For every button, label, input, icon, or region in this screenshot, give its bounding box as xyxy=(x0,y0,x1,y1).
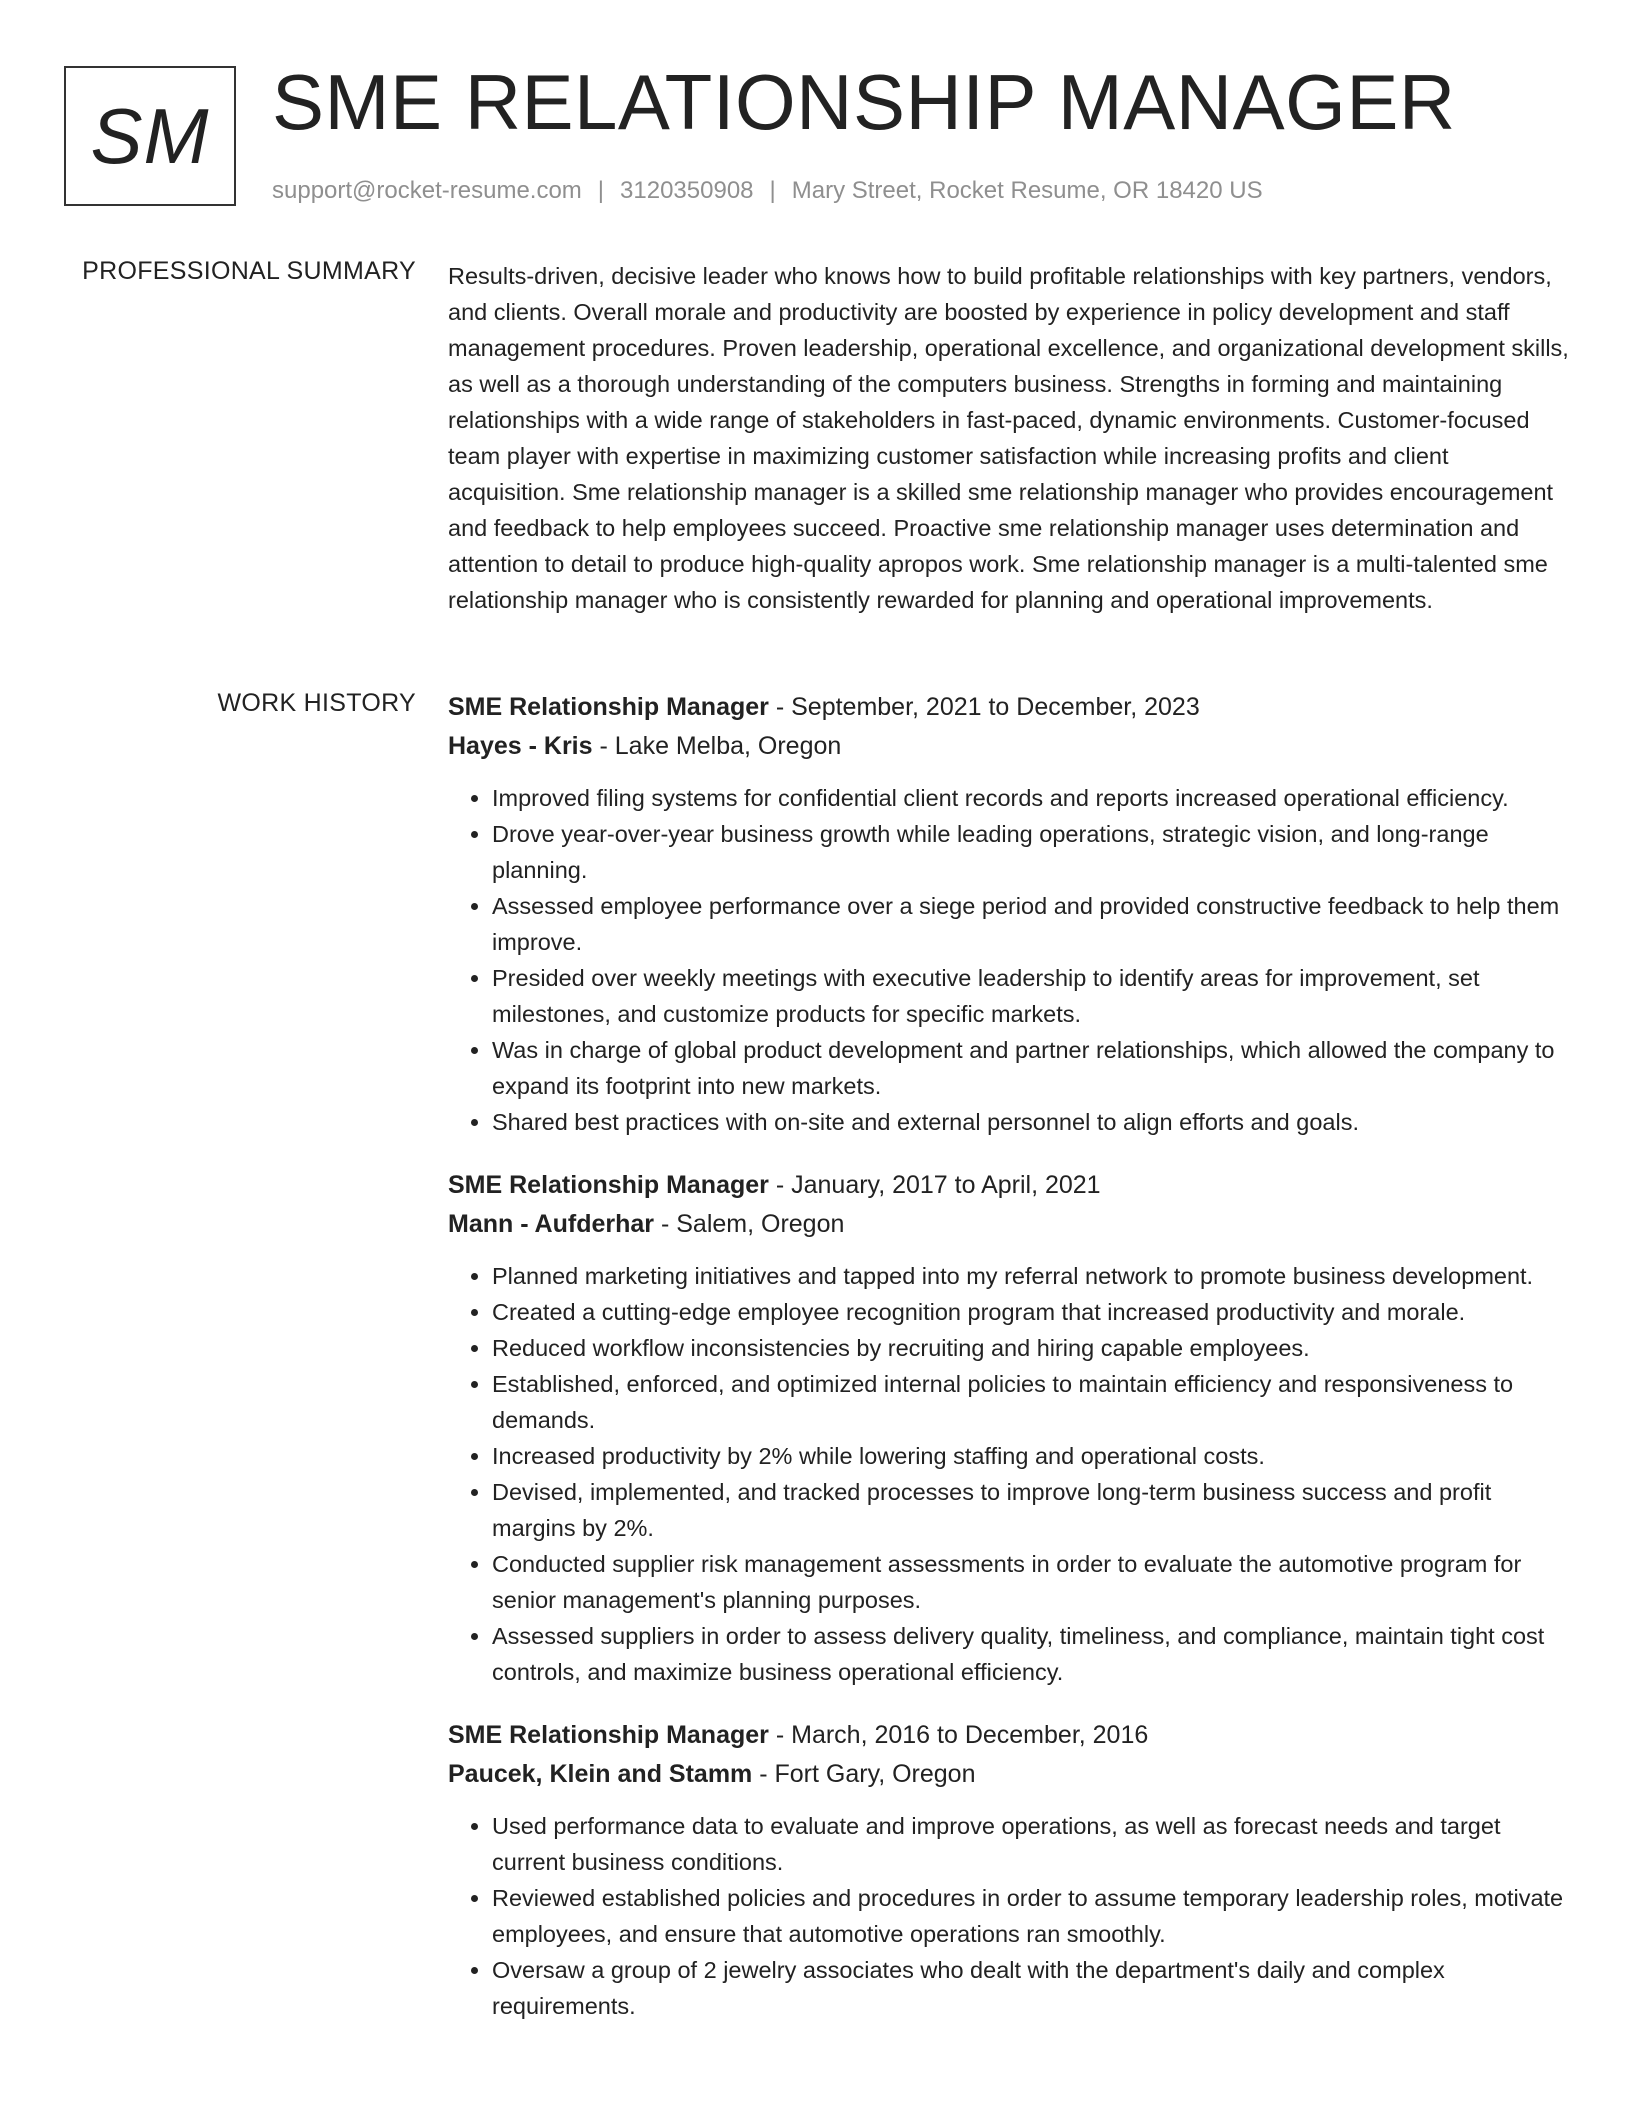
job-location: - Lake Melba, Oregon xyxy=(599,732,842,760)
contact-phone: 3120350908 xyxy=(620,177,754,204)
job-bullet: • Improved filing systems for confidential client records and reports increased operational efficiency. xyxy=(492,780,1570,816)
section-label-summary: PROFESSIONAL SUMMARY xyxy=(82,257,416,285)
job-bullet-list xyxy=(448,780,1570,1140)
job-bullet: • Conducted supplier risk management assessments in order to evaluate the automotive program for senior management's planning purposes. xyxy=(492,1546,1570,1618)
job-company-line xyxy=(448,727,1570,766)
job-bullet: • Assessed suppliers in order to assess delivery quality, timeliness, and compliance, maintain tight cost controls, and maximize business operational efficiency. xyxy=(492,1618,1570,1690)
contact-separator: | xyxy=(769,177,776,204)
job-bullet: • Shared best practices with on-site and external personnel to align efforts and goals. xyxy=(492,1104,1570,1140)
job-bullet: • Drove year-over-year business growth while leading operations, strategic vision, and long-range planning. xyxy=(492,816,1570,888)
job-bullet: • Presided over weekly meetings with executive leadership to identify areas for improvement, set milestones, and customize products for specific markets. xyxy=(492,960,1570,1032)
job-entry xyxy=(448,688,1570,1140)
section-label-work-history: WORK HISTORY xyxy=(217,689,416,717)
job-bullet: • Increased productivity by 2% while lowering staffing and operational costs. xyxy=(492,1438,1570,1474)
job-title-line xyxy=(448,1166,1570,1205)
job-title-line xyxy=(448,688,1570,727)
job-title: SME Relationship Manager xyxy=(448,1171,769,1199)
job-entry xyxy=(448,1716,1570,2024)
job-company: Paucek, Klein and Stamm xyxy=(448,1760,753,1788)
job-title-line xyxy=(448,1716,1570,1755)
job-bullet: • Devised, implemented, and tracked processes to improve long-term business success and profit margins by 2%. xyxy=(492,1474,1570,1546)
summary-section xyxy=(448,258,1570,618)
job-entry xyxy=(448,1166,1570,1690)
job-bullet: • Planned marketing initiatives and tapped into my referral network to promote business development. xyxy=(492,1258,1570,1294)
work-history-section xyxy=(448,688,1570,2050)
job-dates: - March, 2016 to December, 2016 xyxy=(775,1721,1149,1749)
job-company-line xyxy=(448,1205,1570,1244)
job-bullet: • Oversaw a group of 2 jewelry associates who dealt with the department's daily and complex requirements. xyxy=(492,1952,1570,2024)
job-location: - Salem, Oregon xyxy=(660,1210,845,1238)
resume-title: SME RELATIONSHIP MANAGER xyxy=(272,58,1456,146)
job-bullet-list xyxy=(448,1258,1570,1690)
contact-line xyxy=(272,174,1263,208)
job-title: SME Relationship Manager xyxy=(448,693,769,721)
monogram-box xyxy=(64,66,236,206)
job-dates: - January, 2017 to April, 2021 xyxy=(775,1171,1101,1199)
job-bullet: • Established, enforced, and optimized internal policies to maintain efficiency and responsiveness to demands. xyxy=(492,1366,1570,1438)
job-company-line xyxy=(448,1755,1570,1794)
job-bullet: • Reduced workflow inconsistencies by recruiting and hiring capable employees. xyxy=(492,1330,1570,1366)
job-location: - Fort Gary, Oregon xyxy=(759,1760,976,1788)
contact-address: Mary Street, Rocket Resume, OR 18420 US xyxy=(791,177,1263,204)
job-bullet: • Used performance data to evaluate and improve operations, as well as forecast needs and target current business conditions. xyxy=(492,1808,1570,1880)
job-bullet: • Assessed employee performance over a siege period and provided constructive feedback to help them improve. xyxy=(492,888,1570,960)
job-bullet: • Was in charge of global product development and partner relationships, which allowed the company to expand its footprint into new markets. xyxy=(492,1032,1570,1104)
summary-text: Results-driven, decisive leader who knows how to build profitable relationships with key partners, vendors, and clients. Overall morale and productivity are boosted by experience in policy development and staff management procedures. Proven leadership, operational excellence, and organizational development skills, as well as a thorough understanding of the computers business. Strengths in forming and maintaining relationships with a wide range of stakeholders in fast-paced, dynamic environments. Customer-focused team player with expertise in maximizing customer satisfaction while increasing profits and client acquisition. Sme relationship manager is a skilled sme relationship manager who provides encouragement and feedback to help employees succeed. Proactive sme relationship manager uses determination and attention to detail to produce high-quality apropos work. Sme relationship manager is a multi-talented sme relationship manager who is consistently rewarded for planning and operational improvements. xyxy=(448,263,1569,613)
monogram-initials: SM xyxy=(90,91,210,180)
job-bullet-list xyxy=(448,1808,1570,2024)
job-title: SME Relationship Manager xyxy=(448,1721,769,1749)
job-bullet: • Created a cutting-edge employee recognition program that increased productivity and morale. xyxy=(492,1294,1570,1330)
job-company: Mann - Aufderhar xyxy=(448,1210,655,1238)
job-company: Hayes - Kris xyxy=(448,732,593,760)
contact-email: support@rocket-resume.com xyxy=(272,177,582,204)
job-dates: - September, 2021 to December, 2023 xyxy=(775,693,1200,721)
job-bullet: • Reviewed established policies and procedures in order to assume temporary leadership roles, motivate employees, and ensure that automotive operations ran smoothly. xyxy=(492,1880,1570,1952)
contact-separator: | xyxy=(597,177,605,204)
